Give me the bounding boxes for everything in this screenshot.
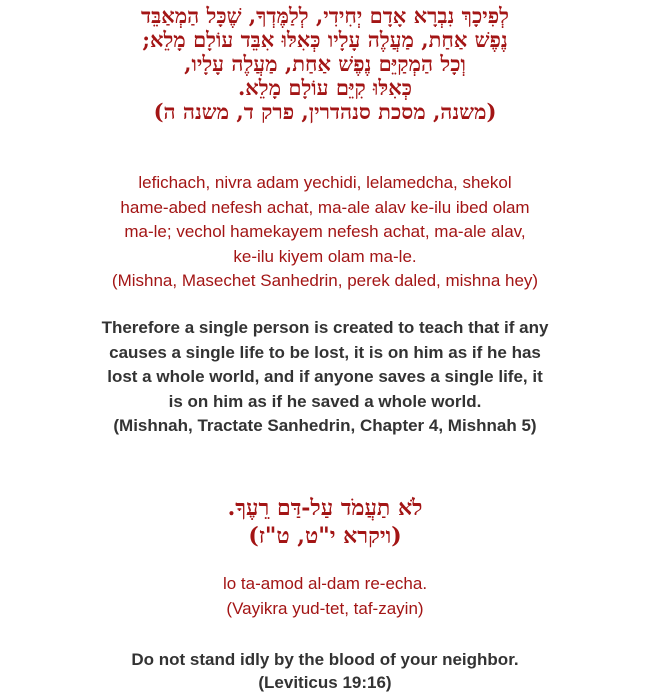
mishnah-hebrew-line-3: וְכָל הַמְקַיֵּם נֶפֶשׁ אַחַת, מַעֲלֶה עָלָיו, <box>184 51 466 76</box>
mishnah-hebrew-line-1: לְפִיכָךְ נִבְרָא אָדָם יְחִידִי, לְלַמֶּדְךָ, שֶׁכָּל הַמְאַבֵּד <box>140 3 509 28</box>
vayikra-hebrew-verse <box>0 494 650 550</box>
mishnah-english-line-2: causes a single life to be lost, it is on him as if he has <box>109 342 541 362</box>
mishnah-hebrew-quote <box>0 4 650 124</box>
mishnah-english-line-4: is on him as if he saved a whole world. <box>168 391 482 411</box>
vayikra-english-line: Do not stand idly by the blood of your neighbor. <box>131 650 519 669</box>
vayikra-hebrew-source: (ויקרא י"ט, ט"ז) <box>248 523 402 549</box>
mishnah-transliteration <box>0 171 650 294</box>
vayikra-translit-line: lo ta-amod al-dam re-echa. <box>222 574 428 593</box>
vayikra-hebrew-line: לֹא תַעֲמֹד עַל-דַּם רֵעֶךָ. <box>227 495 423 521</box>
vayikra-english-translation <box>0 648 650 694</box>
mishnah-english-line-1: Therefore a single person is created to teach that if any <box>101 318 549 337</box>
mishnah-english-translation <box>0 316 650 439</box>
mishnah-translit-line-2: hame-abed nefesh achat, ma-ale alav ke-ilu ibed olam <box>120 197 530 217</box>
mishnah-translit-line-1: lefichach, nivra adam yechidi, lelamedcha, shekol <box>138 173 512 192</box>
vayikra-english-source: (Leviticus 19:16) <box>258 673 392 692</box>
mishnah-english-line-3: lost a whole world, and if anyone saves a single life, it <box>107 367 543 386</box>
mishnah-translit-source: (Mishna, Masechet Sanhedrin, perek daled, mishna hey) <box>111 271 539 290</box>
mishnah-translit-line-3: ma-le; vechol hamekayem nefesh achat, ma-ale alav, <box>124 222 526 241</box>
mishnah-hebrew-line-4: כְּאִלּוּ קִיֵּם עוֹלָם מָלֵא. <box>238 75 412 100</box>
mishnah-hebrew-source: (משנה, מסכת סנהדרין, פרק ד, משנה ה) <box>153 99 497 124</box>
vayikra-transliteration <box>0 572 650 621</box>
mishnah-english-source: (Mishnah, Tractate Sanhedrin, Chapter 4, Mishnah 5) <box>113 416 537 435</box>
mishnah-hebrew-line-2: נֶפֶשׁ אַחַת, מַעֲלֶה עָלָיו כְּאִלּוּ אִבֵּד עוֹלָם מָלֵא; <box>142 27 508 52</box>
mishnah-translit-line-4: ke-ilu kiyem olam ma-le. <box>233 246 417 266</box>
vayikra-translit-source: (Vayikra yud-tet, taf-zayin) <box>226 598 424 618</box>
